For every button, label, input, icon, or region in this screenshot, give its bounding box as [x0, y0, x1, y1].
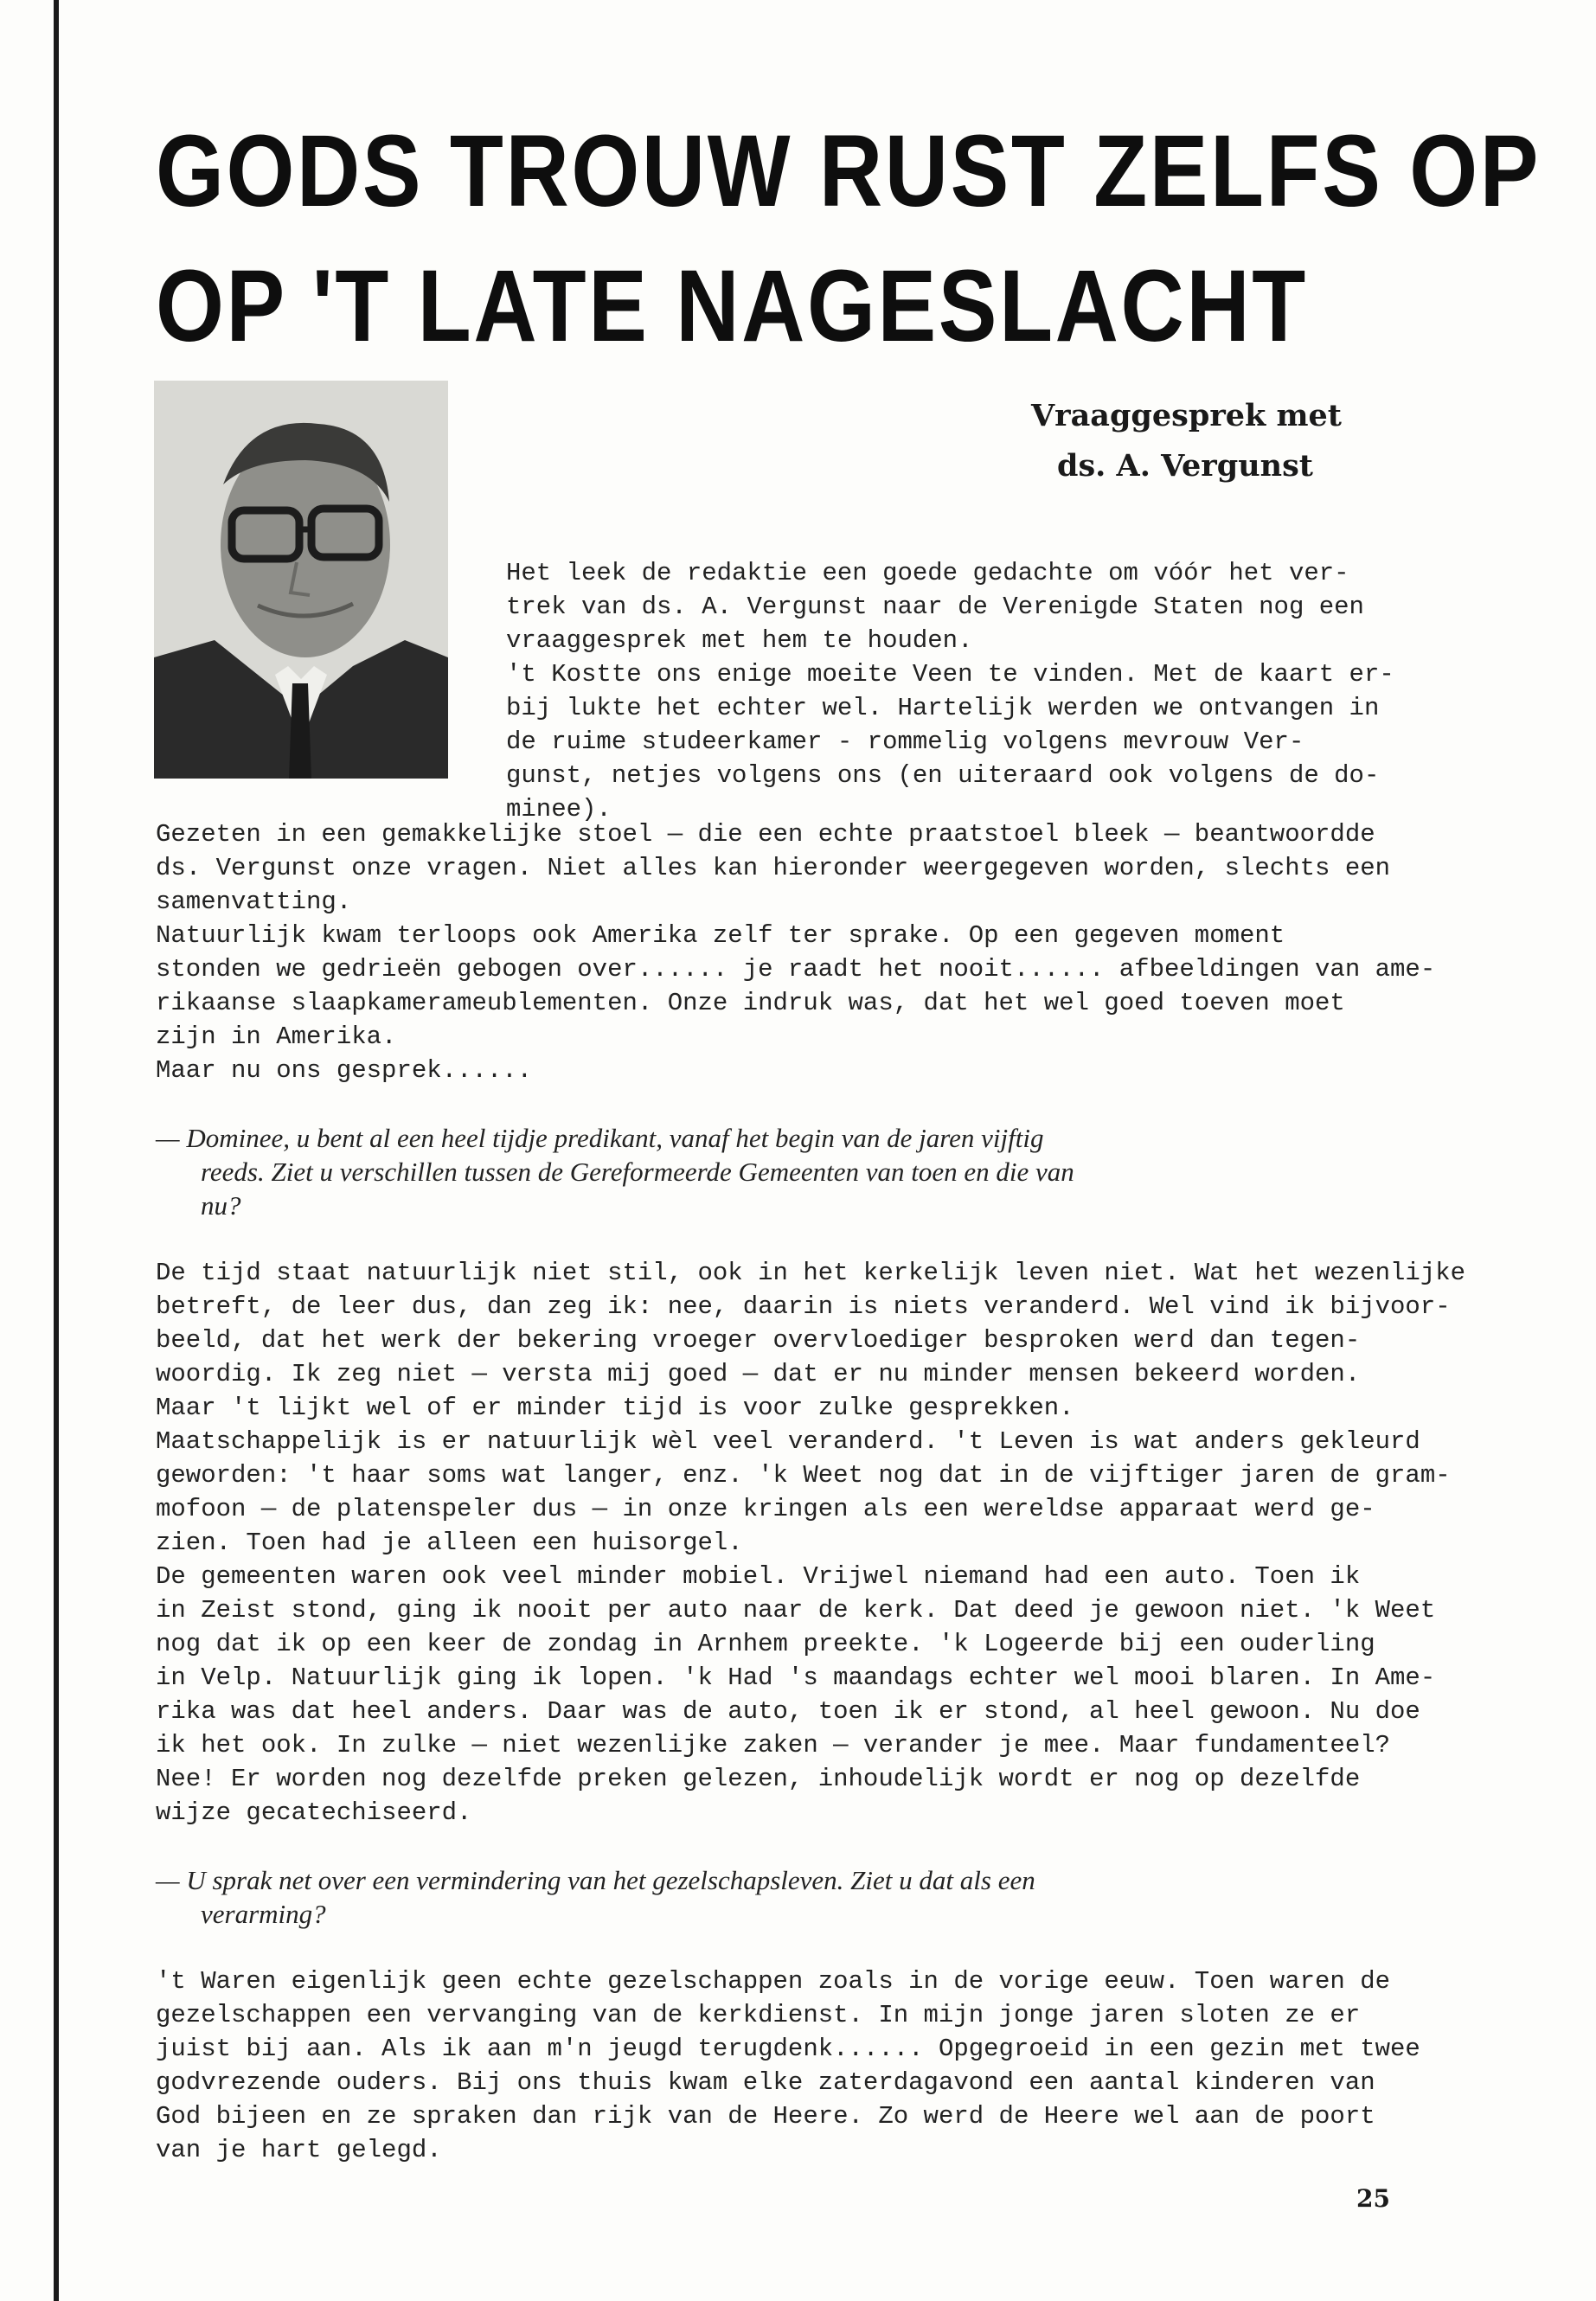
intro-paragraph [506, 556, 1394, 826]
answer-line: ik het ook. In zulke — niet wezenlijke zaken — verander je mee. Maar fundamenteel? [156, 1731, 1391, 1759]
title-line-1: GODS TROUW RUST ZELFS OP [156, 114, 1542, 228]
intro-line: Het leek de redaktie een goede gedachte om vóór het ver- [506, 559, 1349, 587]
answer-2 [156, 1965, 1465, 2167]
answer-line: 't Waren eigenlijk geen echte gezelschappen zoals in de vorige eeuw. Toen waren de [156, 1967, 1391, 1996]
subtitle-line-2: ds. A. Vergunst [1057, 448, 1313, 484]
answer-line: God bijeen en ze spraken dan rijk van de Heere. Zo werd de Heere wel aan de poort [156, 2102, 1375, 2131]
page-number: 25 [1356, 2184, 1390, 2213]
answer-line: zien. Toen had je alleen een huisorgel. [156, 1529, 743, 1557]
question-line: verarming? [201, 1899, 326, 1929]
answer-line: van je hart gelegd. [156, 2136, 442, 2164]
article-title [156, 104, 1541, 374]
interview-subtitle [1031, 391, 1342, 491]
answer-line: mofoon — de platenspeler dus — in onze kringen als een wereldse apparaat werd ge- [156, 1495, 1375, 1523]
body-line: samenvatting. [156, 888, 352, 916]
answer-line: De gemeenten waren ook veel minder mobiel. Vrijwel niemand had een auto. Toen ik [156, 1562, 1361, 1591]
answer-line: godvrezende ouders. Bij ons thuis kwam elke zaterdagavond een aantal kinderen van [156, 2068, 1375, 2097]
question-1 [156, 1121, 1465, 1222]
title-line-2: OP 'T LATE NAGESLACHT [156, 249, 1308, 363]
answer-line: woordig. Ik zeg niet — versta mij goed — dat er nu minder mensen bekeerd worden. [156, 1360, 1361, 1388]
answer-line: wijze gecatechiseerd. [156, 1798, 472, 1827]
answer-line: in Zeist stond, ging ik nooit per auto naar de kerk. Dat deed je gewoon niet. 'k Weet [156, 1596, 1436, 1625]
body-line: Gezeten in een gemakkelijke stoel — die een echte praatstoel bleek — beantwoordde [156, 820, 1375, 849]
article-body [156, 817, 1465, 2167]
portrait-photo [154, 381, 448, 779]
answer-line: juist bij aan. Als ik aan m'n jeugd terugdenk...... Opgegroeid in een gezin met twee [156, 2035, 1420, 2063]
question-2 [156, 1863, 1465, 1931]
question-line: reeds. Ziet u verschillen tussen de Gereformeerde Gemeenten van toen en die van [201, 1157, 1074, 1187]
answer-line: Nee! Er worden nog dezelfde preken gelezen, inhoudelijk wordt er nog op dezelfde [156, 1765, 1361, 1793]
answer-line: Maar 't lijkt wel of er minder tijd is voor zulke gesprekken. [156, 1394, 1074, 1422]
body-line: Natuurlijk kwam terloops ook Amerika zelf ter sprake. Op een gegeven moment [156, 921, 1285, 950]
answer-line: beeld, dat het werk der bekering vroeger overvloediger besproken werd dan tegen- [156, 1326, 1361, 1355]
intro-line: 't Kostte ons enige moeite Veen te vinden. Met de kaart er- [506, 660, 1394, 689]
body-line: stonden we gedrieën gebogen over...... je raadt het nooit...... afbeeldingen van ame- [156, 955, 1436, 984]
answer-line: geworden: 't haar soms wat langer, enz. 'k Weet nog dat in de vijftiger jaren de gram- [156, 1461, 1451, 1490]
intro-line: minee). [506, 795, 612, 824]
answer-line: Maatschappelijk is er natuurlijk wèl veel veranderd. 't Leven is wat anders gekleurd [156, 1427, 1420, 1456]
question-line: — U sprak net over een vermindering van het gezelschapsleven. Ziet u dat als een [156, 1865, 1035, 1895]
answer-line: gezelschappen een vervanging van de kerkdienst. In mijn jonge jaren sloten ze er [156, 2001, 1361, 2029]
answer-line: in Velp. Natuurlijk ging ik lopen. 'k Had 's maandags echter wel mooi blaren. In Ame- [156, 1663, 1436, 1692]
answer-line: nog dat ik op een keer de zondag in Arnhem preekte. 'k Logeerde bij een ouderling [156, 1630, 1375, 1658]
binding-margin-rule [54, 0, 59, 2301]
intro-line: de ruime studeerkamer - rommelig volgens mevrouw Ver- [506, 727, 1304, 756]
answer-line: betreft, de leer dus, dan zeg ik: nee, daarin is niets veranderd. Wel vind ik bijvoor- [156, 1292, 1451, 1321]
opening-paragraph [156, 817, 1465, 1087]
answer-line: rika was dat heel anders. Daar was de auto, toen ik er stond, al heel gewoon. Nu doe [156, 1697, 1420, 1726]
body-line: ds. Vergunst onze vragen. Niet alles kan hieronder weergegeven worden, slechts een [156, 854, 1391, 882]
question-line: nu? [201, 1190, 241, 1221]
subtitle-line-1: Vraaggesprek met [1031, 398, 1342, 433]
intro-line: gunst, netjes volgens ons (en uiteraard ook volgens de do- [506, 761, 1380, 790]
body-line: rikaanse slaapkamerameublementen. Onze indruk was, dat het wel goed toeven moet [156, 989, 1345, 1017]
intro-line: trek van ds. A. Vergunst naar de Verenigde Staten nog een [506, 593, 1364, 621]
intro-line: vraaggesprek met hem te houden. [506, 626, 973, 655]
answer-1 [156, 1256, 1465, 1830]
body-line: zijn in Amerika. [156, 1022, 397, 1051]
intro-line: bij lukte het echter wel. Hartelijk werden we ontvangen in [506, 694, 1380, 722]
answer-line: De tijd staat natuurlijk niet stil, ook in het kerkelijk leven niet. Wat het wezenlijke [156, 1259, 1466, 1287]
body-line: Maar nu ons gesprek...... [156, 1056, 533, 1085]
question-line: — Dominee, u bent al een heel tijdje predikant, vanaf het begin van de jaren vijftig [156, 1123, 1044, 1153]
